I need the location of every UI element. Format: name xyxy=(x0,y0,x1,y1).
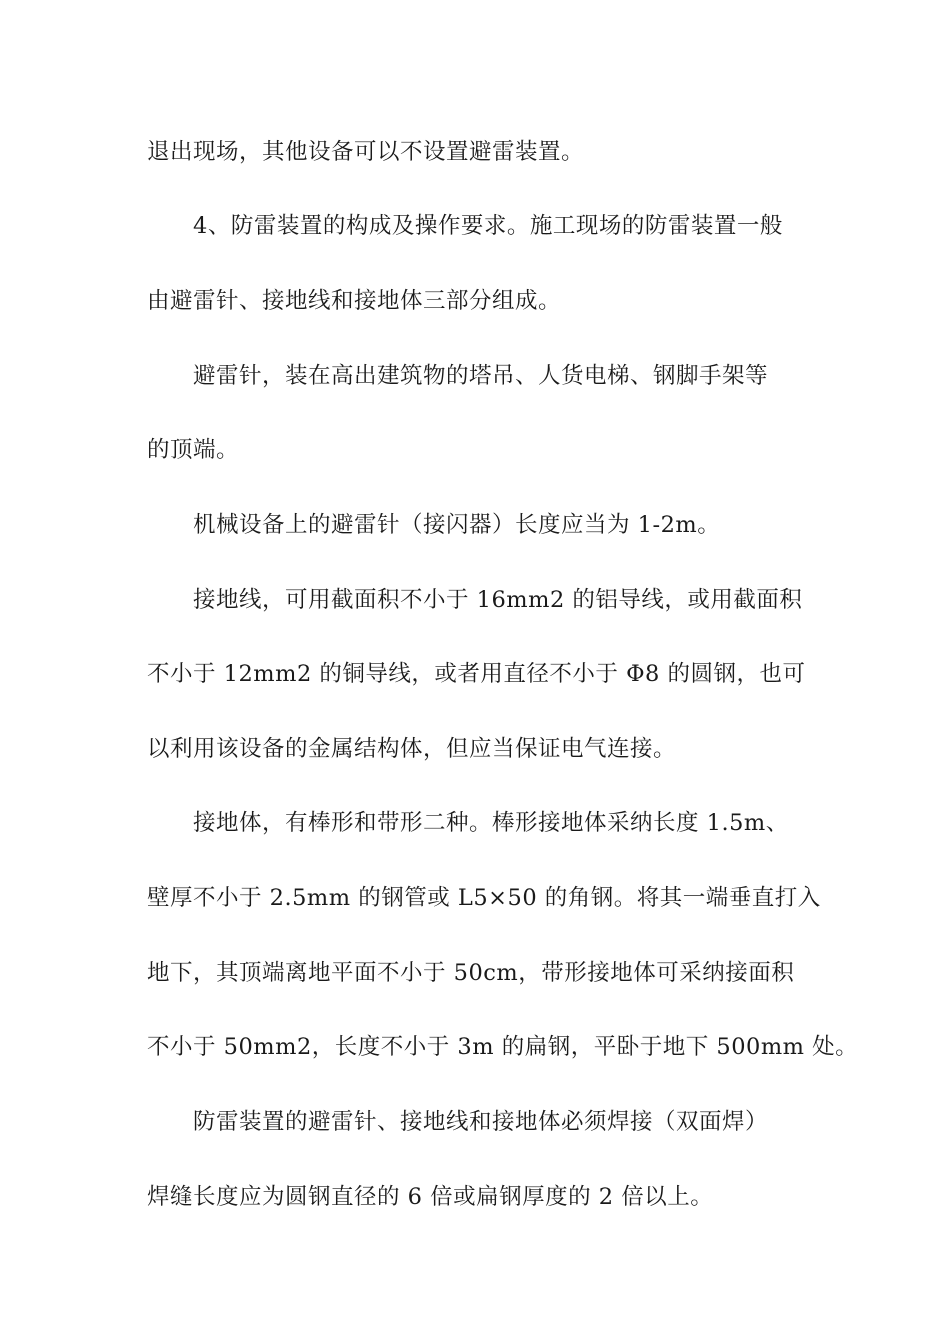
paragraph-line: 焊缝长度应为圆钢直径的 6 倍或扁钢厚度的 2 倍以上。 xyxy=(147,1184,714,1210)
paragraph-line: 由避雷针、接地线和接地体三部分组成。 xyxy=(147,288,562,314)
paragraph-line: 以利用该设备的金属结构体，但应当保证电气连接。 xyxy=(147,736,677,762)
paragraph-line: 避雷针，装在高出建筑物的塔吊、人货电梯、钢脚手架等 xyxy=(193,363,769,389)
paragraph-line: 不小于 12mm2 的铜导线，或者用直径不小于 Φ8 的圆钢，也可 xyxy=(147,661,806,687)
paragraph-line: 接地体，有棒形和带形二种。棒形接地体采纳长度 1.5m、 xyxy=(193,810,789,836)
paragraph-line: 机械设备上的避雷针（接闪器）长度应当为 1-2m。 xyxy=(193,512,721,538)
paragraph-line: 不小于 50mm2，长度不小于 3m 的扁钢，平卧于地下 500mm 处。 xyxy=(147,1034,859,1060)
paragraph-line: 防雷装置的避雷针、接地线和接地体必须焊接（双面焊） xyxy=(193,1109,769,1135)
paragraph-line: 4、防雷装置的构成及操作要求。施工现场的防雷装置一般 xyxy=(193,213,783,239)
paragraph-line: 接地线，可用截面积不小于 16mm2 的铝导线，或用截面积 xyxy=(193,587,803,613)
paragraph-line: 退出现场，其他设备可以不设置避雷装置。 xyxy=(147,139,585,165)
paragraph-line: 的顶端。 xyxy=(147,437,240,463)
paragraph-line: 壁厚不小于 2.5mm 的钢管或 L5×50 的角钢。将其一端垂直打入 xyxy=(147,885,821,911)
paragraph-line: 地下，其顶端离地平面不小于 50cm，带形接地体可采纳接面积 xyxy=(147,960,795,986)
